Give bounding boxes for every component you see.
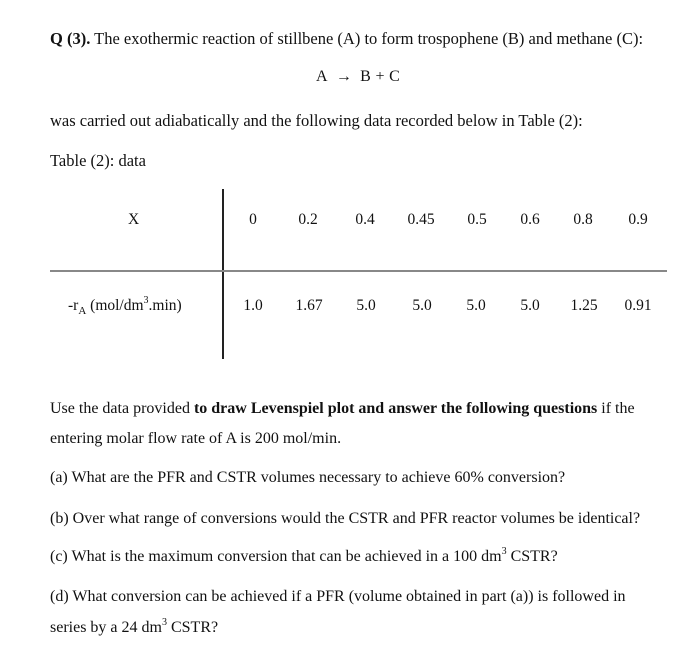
instructions-line-2: entering molar flow rate of A is 200 mol/min. xyxy=(50,430,342,447)
equation-products: B + C xyxy=(360,68,401,85)
table-cell: 5.0 xyxy=(466,297,486,314)
table-horizontal-rule xyxy=(50,270,667,272)
question-d-line-2: series by a 24 $dm^3$ CSTR? xyxy=(50,617,219,636)
table-cell: 0 xyxy=(249,211,257,228)
table-cell: 0.45 xyxy=(407,211,435,228)
reaction-equation xyxy=(316,68,400,86)
table-cell: 0.4 xyxy=(355,211,375,228)
table-cell: 0.6 xyxy=(520,211,540,228)
question-c: (c) What is the maximum conversion that can be achieved in a 100 $dm^3$ CSTR? xyxy=(50,546,558,565)
table-cell: 5.0 xyxy=(356,297,376,314)
equation-reactant: A xyxy=(316,68,328,85)
table-cell: 0.2 xyxy=(298,211,318,228)
table-cell: 0.9 xyxy=(628,211,648,228)
row-label-rate: $-r_A$ $(mol/dm^3.\min)$ xyxy=(68,295,182,318)
table-cell: 0.5 xyxy=(467,211,487,228)
table-cell: 5.0 xyxy=(520,297,540,314)
table-cell: 0.91 xyxy=(624,297,652,314)
question-b: (b) Over what range of conversions would the CSTR and PFR reactor volumes be identical? xyxy=(50,510,641,527)
table-cell: 0.8 xyxy=(573,211,593,228)
instructions-line-1: Use the data provided to draw Levenspiel plot and answer the following questions if the xyxy=(50,400,635,417)
intro-sentence: was carried out adiabatically and the following data recorded below in Table (2): xyxy=(50,111,583,130)
table-vertical-rule xyxy=(222,189,224,359)
question-heading xyxy=(50,29,643,49)
table-caption: Table (2): data xyxy=(50,151,146,170)
question-number: Q (3). xyxy=(50,29,91,48)
reaction-arrow-icon: → xyxy=(335,68,353,85)
row-label-conversion: X xyxy=(128,211,140,228)
table-cell: 5.0 xyxy=(412,297,432,314)
question-text: The exothermic reaction of stillbene (A) to form trospophene (B) and methane (C): xyxy=(94,29,644,48)
table-cell: 1.25 xyxy=(570,297,598,314)
question-d-line-1: (d) What conversion can be achieved if a PFR (volume obtained in part (a)) is followed in xyxy=(50,588,626,605)
table-cell: 1.0 xyxy=(243,297,263,314)
table-cell: 1.67 xyxy=(295,297,323,314)
question-a: (a) What are the PFR and CSTR volumes necessary to achieve 60% conversion? xyxy=(50,469,566,486)
